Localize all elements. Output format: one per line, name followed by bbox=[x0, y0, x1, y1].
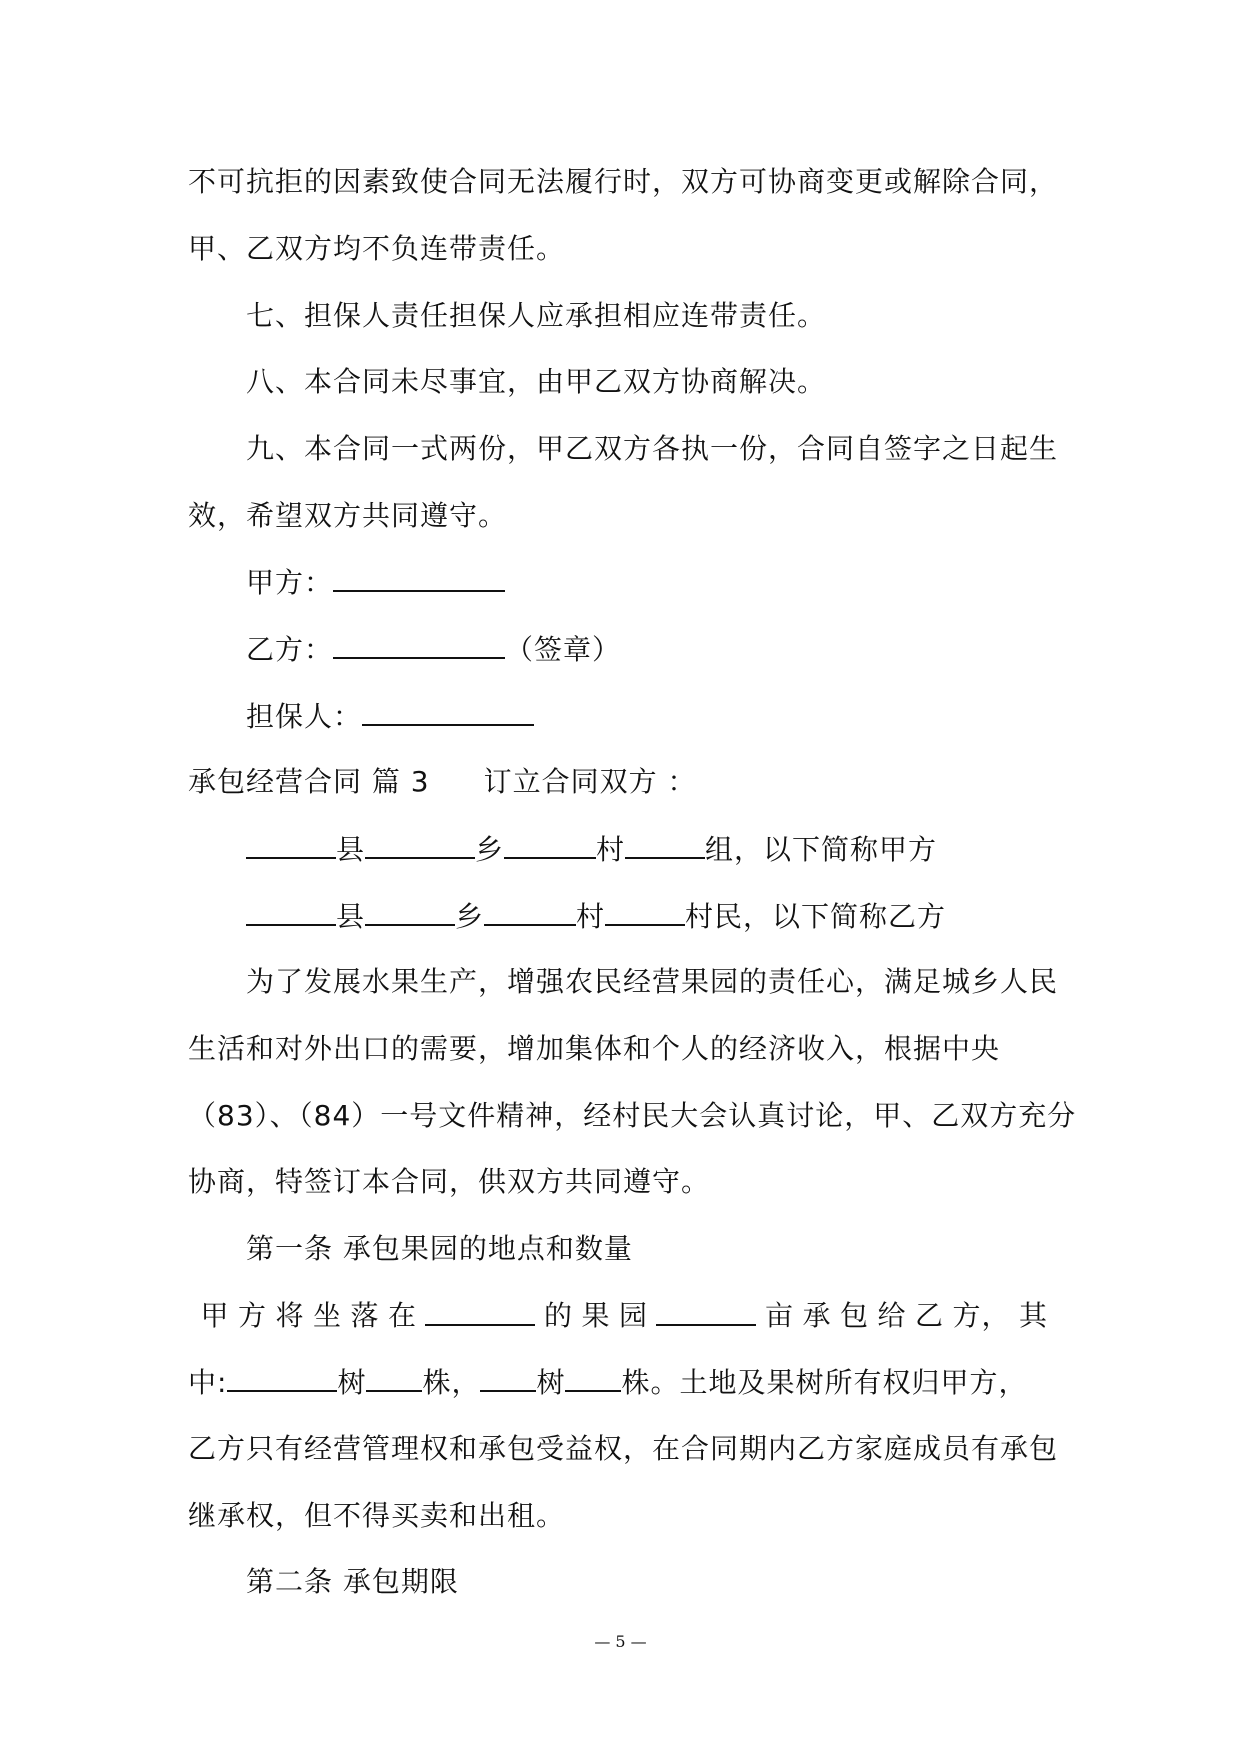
text-char: 落 bbox=[350, 1299, 380, 1332]
text-char: 给 bbox=[877, 1299, 907, 1332]
text-char: 包 bbox=[839, 1299, 869, 1332]
intro-paragraph-line: 协商，特签订本合同，供双方共同遵守。 bbox=[188, 1165, 711, 1198]
tree-type-blank[interactable] bbox=[227, 1364, 337, 1392]
text-char: 亩 bbox=[764, 1299, 794, 1332]
text-char: 园 bbox=[618, 1299, 648, 1332]
county-blank[interactable] bbox=[246, 898, 336, 926]
villager-label: 村民，以下简称乙方 bbox=[685, 900, 947, 933]
township-blank[interactable] bbox=[365, 898, 455, 926]
party-b-signature-line bbox=[246, 631, 1241, 668]
paragraph-line: 不可抗拒的因素致使合同无法履行时，双方可协商变更或解除合同， bbox=[188, 165, 1059, 198]
township-label: 乡 bbox=[455, 900, 485, 933]
text-char: 甲 bbox=[200, 1299, 230, 1332]
paragraph-line: 效，希望双方共同遵守。 bbox=[188, 499, 508, 532]
contract-title: 承包经营合同 篇 3 bbox=[188, 765, 430, 798]
tree-count-blank[interactable] bbox=[366, 1364, 422, 1392]
intro-paragraph-line: 生活和对外出口的需要，增加集体和个人的经济收入，根据中央 bbox=[188, 1032, 1001, 1065]
section-heading bbox=[188, 764, 1241, 800]
article-one-line-4: 继承权，但不得买卖和出租。 bbox=[188, 1499, 566, 1532]
county-blank[interactable] bbox=[246, 831, 336, 859]
plant-label: 株， bbox=[422, 1366, 481, 1399]
text-char: 方， bbox=[952, 1299, 1011, 1332]
article-one-title: 第一条 承包果园的地点和数量 bbox=[246, 1232, 633, 1265]
clause-seven: 七、担保人责任担保人应承担相应连带责任。 bbox=[246, 299, 827, 332]
clause-eight: 八、本合同未尽事宜，由甲乙双方协商解决。 bbox=[246, 365, 827, 398]
county-label: 县 bbox=[336, 900, 366, 933]
village-label: 村 bbox=[596, 833, 626, 866]
party-a-address-line bbox=[246, 831, 1241, 868]
text-char: 的 bbox=[543, 1299, 573, 1332]
county-label: 县 bbox=[336, 833, 366, 866]
intro-paragraph-line: 为了发展水果生产，增强农民经营果园的责任心，满足城乡人民 bbox=[246, 965, 1059, 998]
party-a-label: 甲方： bbox=[246, 566, 334, 599]
text-char: 将 bbox=[275, 1299, 305, 1332]
article-one-line-3: 乙方只有经营管理权和承包受益权，在合同期内乙方家庭成员有承包 bbox=[188, 1432, 1059, 1465]
intro-paragraph-line: （83）、（84）一号文件精神，经村民大会认真讨论，甲、乙双方充分 bbox=[188, 1099, 1077, 1132]
contracting-parties-label: 订立合同双方 ： bbox=[483, 765, 697, 798]
village-label: 村 bbox=[576, 900, 606, 933]
guarantor-signature-line bbox=[246, 698, 1241, 735]
party-b-label: 乙方： bbox=[246, 633, 334, 666]
plant-label: 株。土地及果树所有权归甲方， bbox=[621, 1366, 1028, 1399]
tree-count-blank[interactable] bbox=[565, 1364, 621, 1392]
party-b-address-line bbox=[246, 898, 1241, 935]
area-blank[interactable] bbox=[656, 1298, 756, 1326]
tree-type-blank[interactable] bbox=[480, 1364, 536, 1392]
seal-note: （签章） bbox=[505, 633, 622, 666]
text-char: 其 bbox=[1018, 1299, 1048, 1332]
tree-label: 树 bbox=[337, 1366, 367, 1399]
paragraph-line: 甲、乙双方均不负连带责任。 bbox=[188, 232, 566, 265]
clause-nine: 九、本合同一式两份，甲乙双方各执一份，合同自签字之日起生 bbox=[246, 432, 1059, 465]
guarantor-label: 担保人： bbox=[246, 700, 363, 733]
group-blank[interactable] bbox=[625, 831, 705, 859]
villager-blank[interactable] bbox=[605, 898, 685, 926]
party-b-blank[interactable] bbox=[333, 631, 505, 659]
party-a-signature-line bbox=[246, 564, 1241, 601]
article-one-line-1 bbox=[188, 1298, 1048, 1334]
village-blank[interactable] bbox=[484, 898, 576, 926]
tree-label: 树 bbox=[536, 1366, 566, 1399]
article-two-title: 第二条 承包期限 bbox=[246, 1565, 459, 1598]
location-blank[interactable] bbox=[425, 1298, 535, 1326]
text-prefix: 中: bbox=[188, 1366, 228, 1399]
village-blank[interactable] bbox=[504, 831, 596, 859]
group-label: 组，以下简称甲方 bbox=[705, 833, 938, 866]
text-char: 坐 bbox=[312, 1299, 342, 1332]
text-char: 果 bbox=[581, 1299, 611, 1332]
page-number: — 5 — bbox=[594, 1632, 647, 1651]
party-a-blank[interactable] bbox=[333, 564, 505, 592]
text-char: 在 bbox=[387, 1299, 417, 1332]
guarantor-blank[interactable] bbox=[362, 698, 534, 726]
township-label: 乡 bbox=[475, 833, 505, 866]
text-char: 承 bbox=[802, 1299, 832, 1332]
text-char: 乙 bbox=[914, 1299, 944, 1332]
text-char: 方 bbox=[237, 1299, 267, 1332]
article-one-line-2 bbox=[188, 1364, 1241, 1401]
township-blank[interactable] bbox=[365, 831, 475, 859]
